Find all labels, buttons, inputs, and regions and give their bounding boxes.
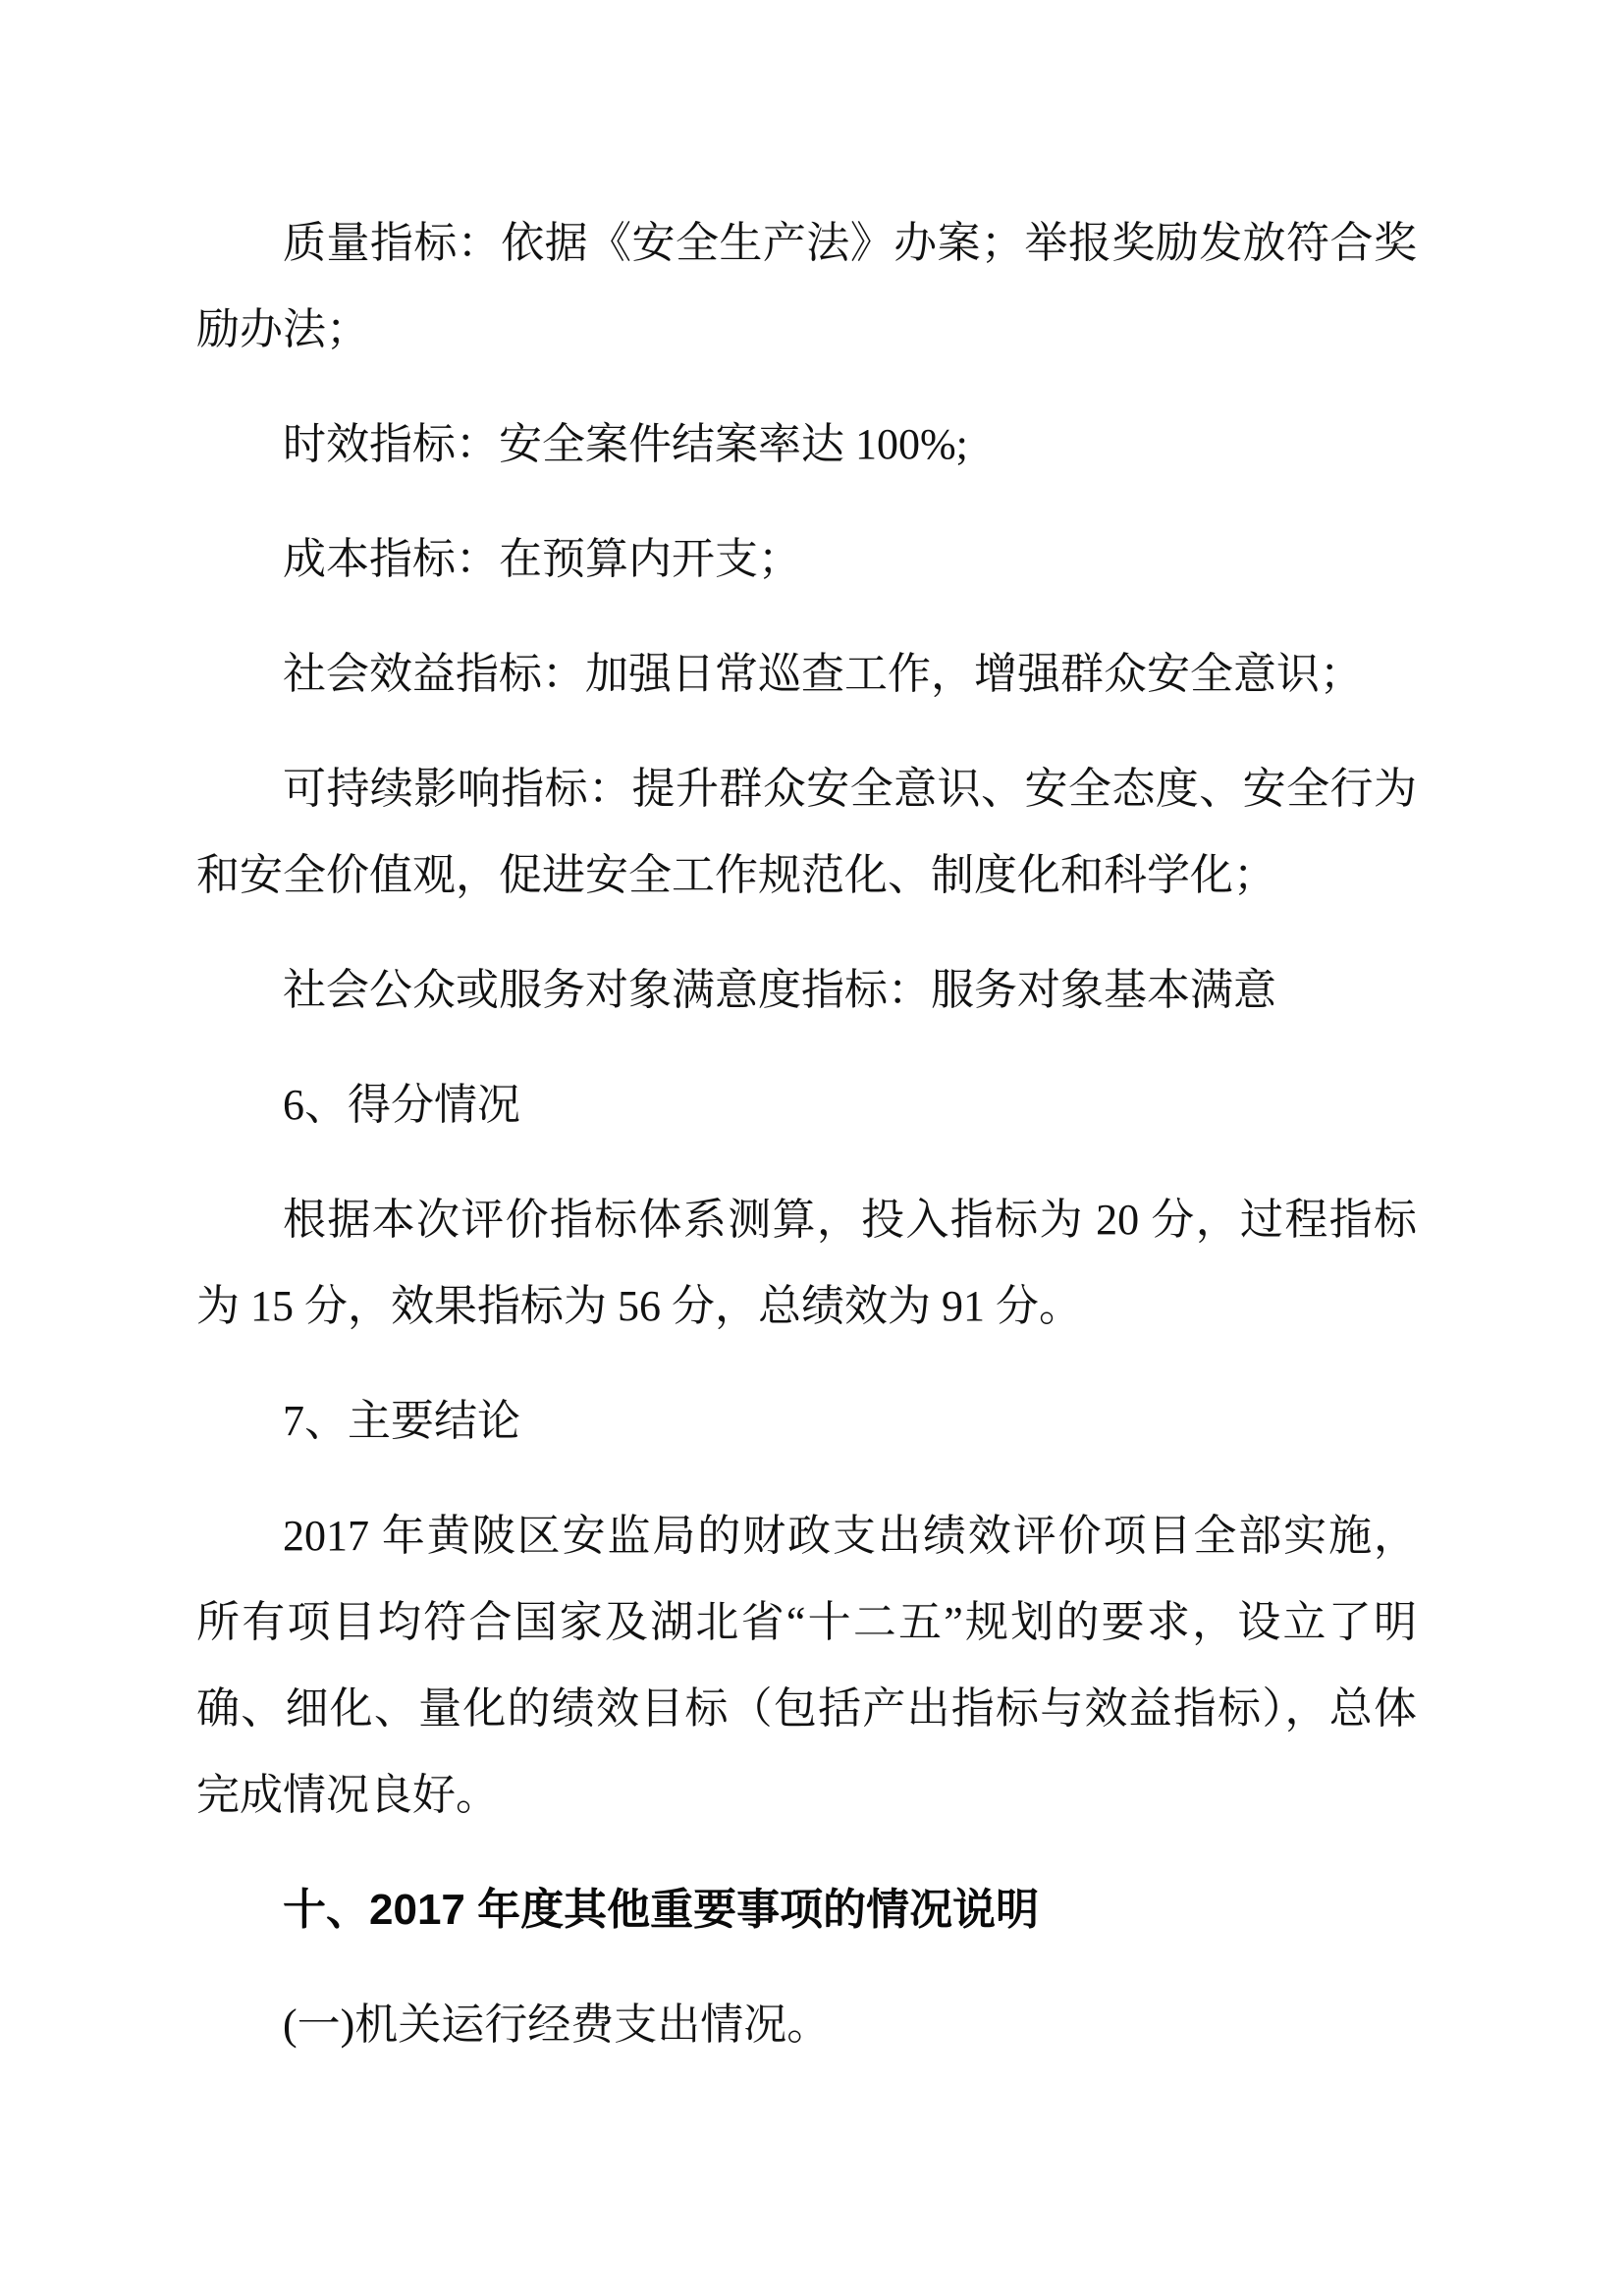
text-line: 质量指标：依据《安全生产法》办案；举报奖励发放符合奖 (283, 219, 1417, 267)
text-line: 可持续影响指标：提升群众安全意识、安全态度、安全行为 (283, 765, 1417, 813)
paragraph (196, 1378, 1417, 1465)
paragraph (196, 516, 1417, 603)
text-line: 社会效益指标：加强日常巡查工作，增强群众安全意识； (283, 650, 1363, 698)
text-line: 社会公众或服务对象满意度指标：服务对象基本满意 (283, 966, 1276, 1014)
text-line: 成本指标：在预算内开支； (283, 535, 801, 583)
text-line: 励办法； (196, 305, 369, 353)
text-line: 时效指标：安全案件结案率达 100%; (283, 420, 968, 468)
paragraph (196, 1493, 1417, 1839)
text-line: 7、主要结论 (283, 1397, 520, 1445)
paragraph (196, 631, 1417, 718)
paragraph (196, 1062, 1417, 1148)
text-line: 确、细化、量化的绩效目标（包括产出指标与效益指标），总体 (196, 1684, 1417, 1733)
text-line: 完成情况良好。 (196, 1771, 499, 1819)
text-line: 和安全价值观，促进安全工作规范化、制度化和科学化； (196, 851, 1276, 899)
text-line: 所有项目均符合国家及湖北省“十二五”规划的要求，设立了明 (196, 1598, 1417, 1646)
text-line: 2017 年黄陂区安监局的财政支出绩效评价项目全部实施， (283, 1512, 1417, 1560)
paragraph (196, 746, 1417, 919)
paragraph (196, 1177, 1417, 1350)
text-line: 十、2017 年度其他重要事项的情况说明 (283, 1886, 1040, 1934)
paragraph (196, 1982, 1417, 2068)
text-line: 为 15 分，效果指标为 56 分，总绩效为 91 分。 (196, 1282, 1082, 1330)
text-line: (一)机关运行经费支出情况。 (283, 2001, 831, 2049)
text-line: 根据本次评价指标体系测算，投入指标为 20 分，过程指标 (283, 1196, 1417, 1244)
text-line: 6、得分情况 (283, 1081, 520, 1129)
section-heading (196, 1867, 1417, 1953)
paragraph (196, 401, 1417, 488)
paragraph (196, 947, 1417, 1034)
paragraph (196, 200, 1417, 373)
